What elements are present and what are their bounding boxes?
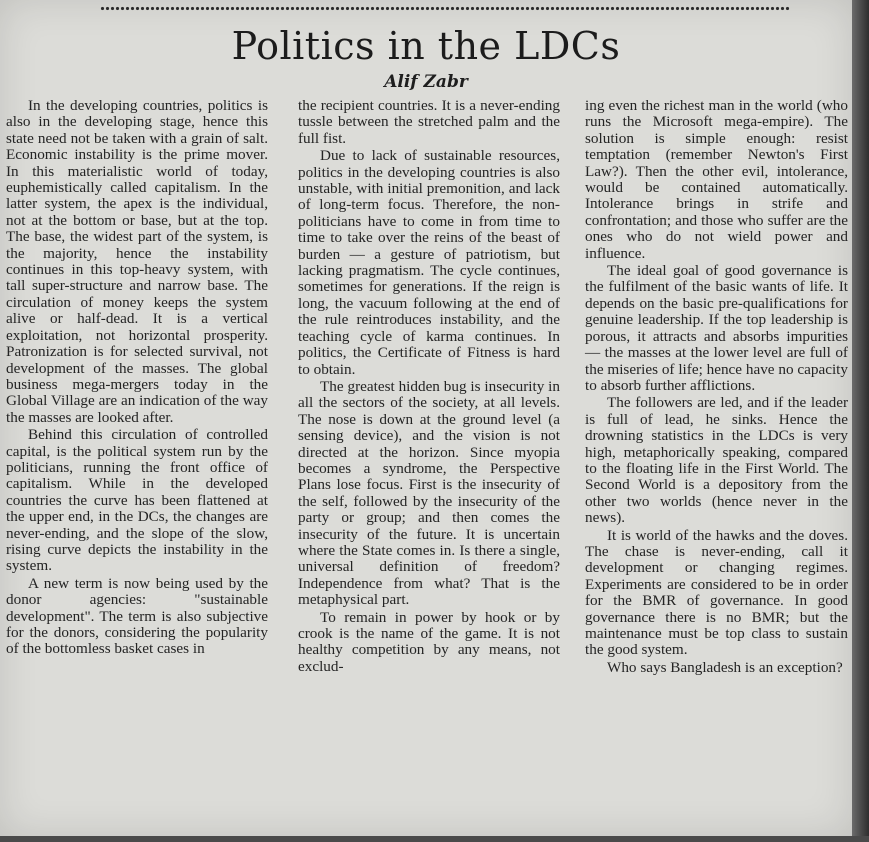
background-edge: [852, 0, 869, 842]
paragraph: The ideal goal of good governance is the fulfilment of the basic wants of life. It depends on the basic pre-qualifications for genuine leadership. If the top leadership is porous, it attracts and absorbs impurities — the masses at the lower level are full of the miseries of life; hence have no capacity to absorb further afflictions.: [585, 262, 848, 394]
article-byline: Alif Zabr: [384, 72, 468, 92]
decorative-dotted-rule: [100, 6, 790, 16]
paragraph: the recipient countries. It is a never-ending tussle between the stretched palm and the full fist.: [298, 97, 560, 147]
paragraph: Due to lack of sustainable resources, politics in the developing countries is also unstable, with initial premonition, and lack of long-term focus. Therefore, the non-politicians have to come in from time to time to take over the reins of the beast of burden — a gesture of patriotism, but lacking pragmatism. The cycle continues, sometimes for generations. If the reign is long, the vacuum following at the end of the rule reintroduces instability, and the teaching cycle of karma continues. In politics, the Certificate of Fitness is hard to obtain.: [298, 147, 560, 378]
article-column-2: [298, 98, 560, 675]
paragraph: The followers are led, and if the leader is full of lead, he sinks. Hence the drowning statistics in the LDCs is very high, metaphorically speaking, compared to the floating life in the First World. The Second World is a depository from the other two worlds (hence never in the news).: [585, 394, 848, 527]
paragraph: In the developing countries, politics is also in the developing stage, hence this state need not be taken with a grain of salt. Economic instability is the prime mover. In this materialistic world of today, euphemistically called capitalism. In the latter system, the apex is the individual, not at the bottom or base, but at the top. The base, the widest part of the system, is the majority, hence the instability continues in this top-heavy system, with tall super-structure and narrow base. The circulation of money keeps the system alive or half-dead. It is a vertical exploitation, not horizontal prosperity. Patronization is for selected survival, not development of the masses. The global business mega-mergers today in the Global Village are an indication of the way the masses are looked after.: [6, 97, 268, 426]
paragraph: Behind this circulation of controlled capital, is the political system run by the politicians, running the front office of capitalism. While in the developed countries the curve has been flattened at the upper end, in the DCs, the changes are never-ending, and the slope of the slow, rising curve depicts the instability in the system.: [6, 426, 268, 575]
paragraph: The greatest hidden bug is insecurity in all the sectors of the society, at all levels. The nose is down at the ground level (a sensing device), and the vision is not directed at the horizon. Since myopia becomes a syndrome, the Perspective Plans lose focus. First is the insecurity of the self, followed by the insecurity of the party or group; and then comes the insecurity of the future. It is uncertain where the State comes in. Is there a single, universal definition of freedom? Independence from what? That is the metaphysical part.: [298, 377, 560, 609]
paragraph: ing even the richest man in the world (who runs the Microsoft mega-empire). The solution is simple enough: resist temptation (remember Newton's First Law?). Then the other evil, intolerance, would be contained automatically. Intolerance brings in strife and confrontation; and those who suffer are the ones who do not wield power and influence.: [585, 97, 848, 262]
paragraph: To remain in power by hook or by crook is the name of the game. It is not healthy competition by any means, not exclud-: [298, 608, 560, 675]
paragraph: A new term is now being used by the donor agencies: "sustainable development". The term is also subjective for the donors, considering the popularity of the bottomless basket cases in: [6, 574, 268, 658]
article-column-1: [6, 98, 268, 658]
article-column-3: [585, 98, 848, 676]
background-edge: [0, 836, 869, 842]
article-headline: Politics in the LDCs: [231, 24, 621, 68]
paragraph: Who says Bangladesh is an exception?: [607, 658, 843, 676]
paragraph: It is world of the hawks and the doves. The chase is never-ending, call it development or changing regimes. Experiments are considered to be in order for the BMR of governance. In good governance there is no BMR; but the maintenance must be top class to sustain the good system.: [585, 526, 848, 659]
